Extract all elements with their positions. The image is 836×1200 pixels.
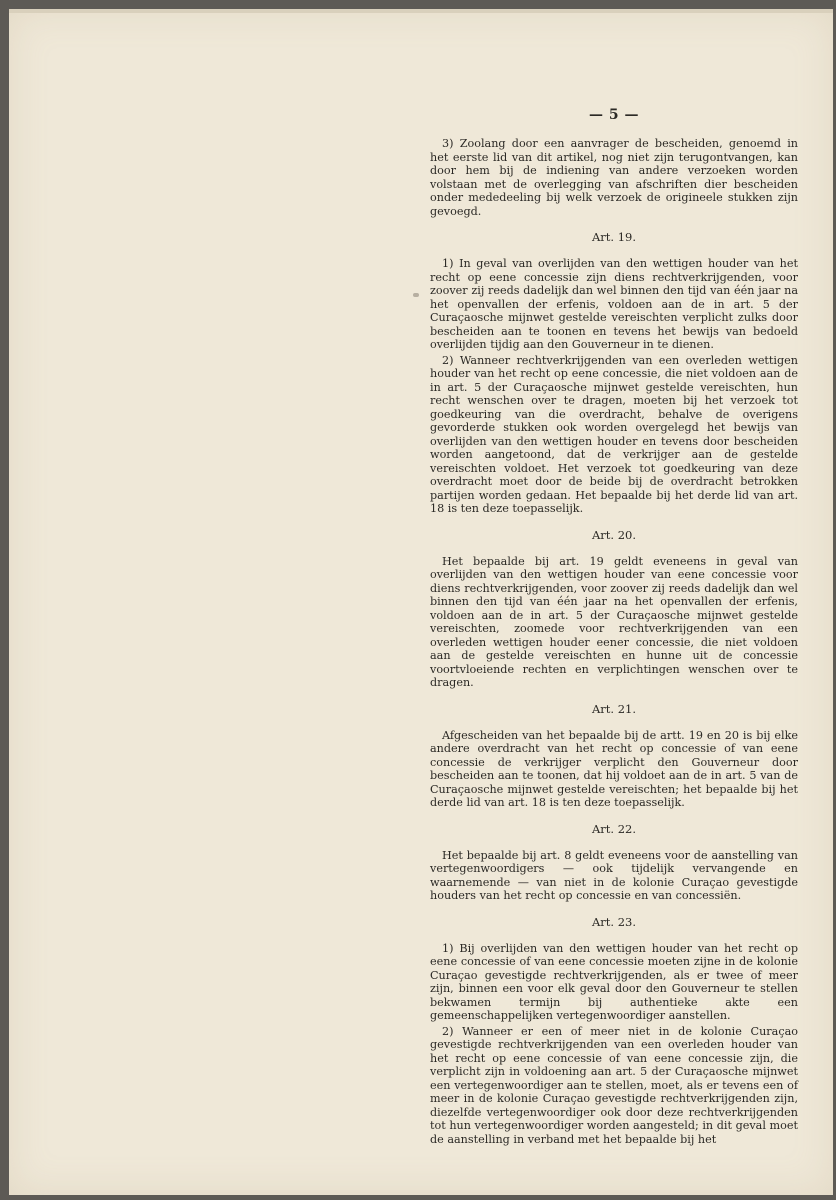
page-number: — 5 — <box>589 107 639 123</box>
article-heading-23: Art. 23. <box>591 914 637 929</box>
paragraph-art23-lid2: 2) Wanneer er een of meer niet in de kolonie Curaçao gevestigde rechtverkrijgenden van een overleden houder van het recht op eene concessie of van eene concessie zijn, die verplicht zijn in voldoening aan art. 5 der Curaçaosche mijnwet een vertegenwoordiger aan te stellen, moet, als er tevens een of meer in de kolonie Curaçao gevestigde rechtverkrijgenden zijn, diezelfde vertegenwoordiger ook door deze rechtverkrijgenden tot hun vertegenwoordiger worden aangesteld; in dit geval moet de aanstelling in verband met het bepaalde bij het <box>430 1024 798 1146</box>
text-column <box>430 107 798 1146</box>
article-heading-22: Art. 22. <box>591 821 637 836</box>
paragraph-art20: Het bepaalde bij art. 19 geldt eveneens in geval van overlijden van den wettigen houder van eene concessie voor diens rechtverkrijgenden, voor zoover zij reeds dadelijk dan wel binnen den tijd van één jaar na het openvallen der erfenis, voldoen aan de in art. 5 der Curaçaosche mijnwet gestelde vereischten, zoomede voor rechtverkrijgenden van een overleden wettigen houder eener concessie, die niet voldoen aan de gestelde vereischten en hunne uit de concessie voortvloeiende rechten en verplichtingen wenschen over te dragen. <box>430 554 798 689</box>
paragraph-art22: Het bepaalde bij art. 8 geldt eveneens voor de aanstelling van vertegenwoordigers — ook tijdelijk vervangende en waarnemende — van niet in de kolonie Curaçao gevestigde houders van het recht op concessie en van concessiën. <box>430 848 798 902</box>
paragraph-art21: Afgescheiden van het bepaalde bij de artt. 19 en 20 is bij elke andere overdracht van het recht op concessie of van eene concessie de verkrijger verplicht den Gouverneur door bescheiden aan te toonen, dat hij voldoet aan de in art. 5 van de Curaçaosche mijnwet gestelde vereischten; het bepaalde bij het derde lid van art. 18 is ten deze toepasselijk. <box>430 728 798 809</box>
paragraph-art19-lid1: 1) In geval van overlijden van den wettigen houder van het recht op eene concessie zijn diens rechtverkrijgenden, voor zoover zij reeds dadelijk dan wel binnen den tijd van één jaar na het openvallen der erfenis, voldoen aan de in art. 5 der Curaçaosche mijnwet gestelde vereischten verplicht zulks door bescheiden aan te toonen en tevens het bewijs van bedoeld overlijden tijdig aan den Gouverneur in te dienen. <box>430 257 798 351</box>
paragraph-art18-lid3: 3) Zoolang door een aanvrager de bescheiden, genoemd in het eerste lid van dit artikel, nog niet zijn terugontvangen, kan door hem bij de indiening van andere verzoeken worden volstaan met de overlegging van afschriften dier bescheiden onder mededeeling bij welk verzoek de origineele stukken zijn gevoegd. <box>430 137 798 218</box>
ink-mark <box>413 293 419 297</box>
article-heading-21: Art. 21. <box>591 701 637 716</box>
document-page <box>9 9 833 1195</box>
paragraph-art19-lid2: 2) Wanneer rechtverkrijgenden van een overleden wettigen houder van het recht op eene concessie, die niet voldoen aan de in art. 5 der Curaçaosche mijnwet gestelde vereischten, hun recht wenschen over te dragen, moeten bij het verzoek tot goedkeuring van die overdracht, behalve de overigens gevorderde stukken ook worden overgelegd het bewijs van overlijden van den wettigen houder en tevens door bescheiden worden aangetoond, dat de verkrijger aan de gestelde vereischten voldoet. Het verzoek tot goedkeuring van deze overdracht moet door de beide bij de overdracht betrokken partijen worden gedaan. Het bepaalde bij het derde lid van art. 18 is ten deze toepasselijk. <box>430 353 798 515</box>
article-heading-19: Art. 19. <box>591 230 637 244</box>
article-heading-20: Art. 20. <box>591 527 637 542</box>
page-top-edge <box>9 9 833 13</box>
paragraph-art23-lid1: 1) Bij overlijden van den wettigen houder van het recht op eene concessie of van eene concessie moeten zijne in de kolonie Curaçao gevestigde rechtverkrijgenden, als er twee of meer zijn, binnen een voor elk geval door den Gouverneur te stellen bekwamen termijn bij authentieke akte een gemeenschappelijken vertegenwoordiger aanstellen. <box>430 941 798 1022</box>
